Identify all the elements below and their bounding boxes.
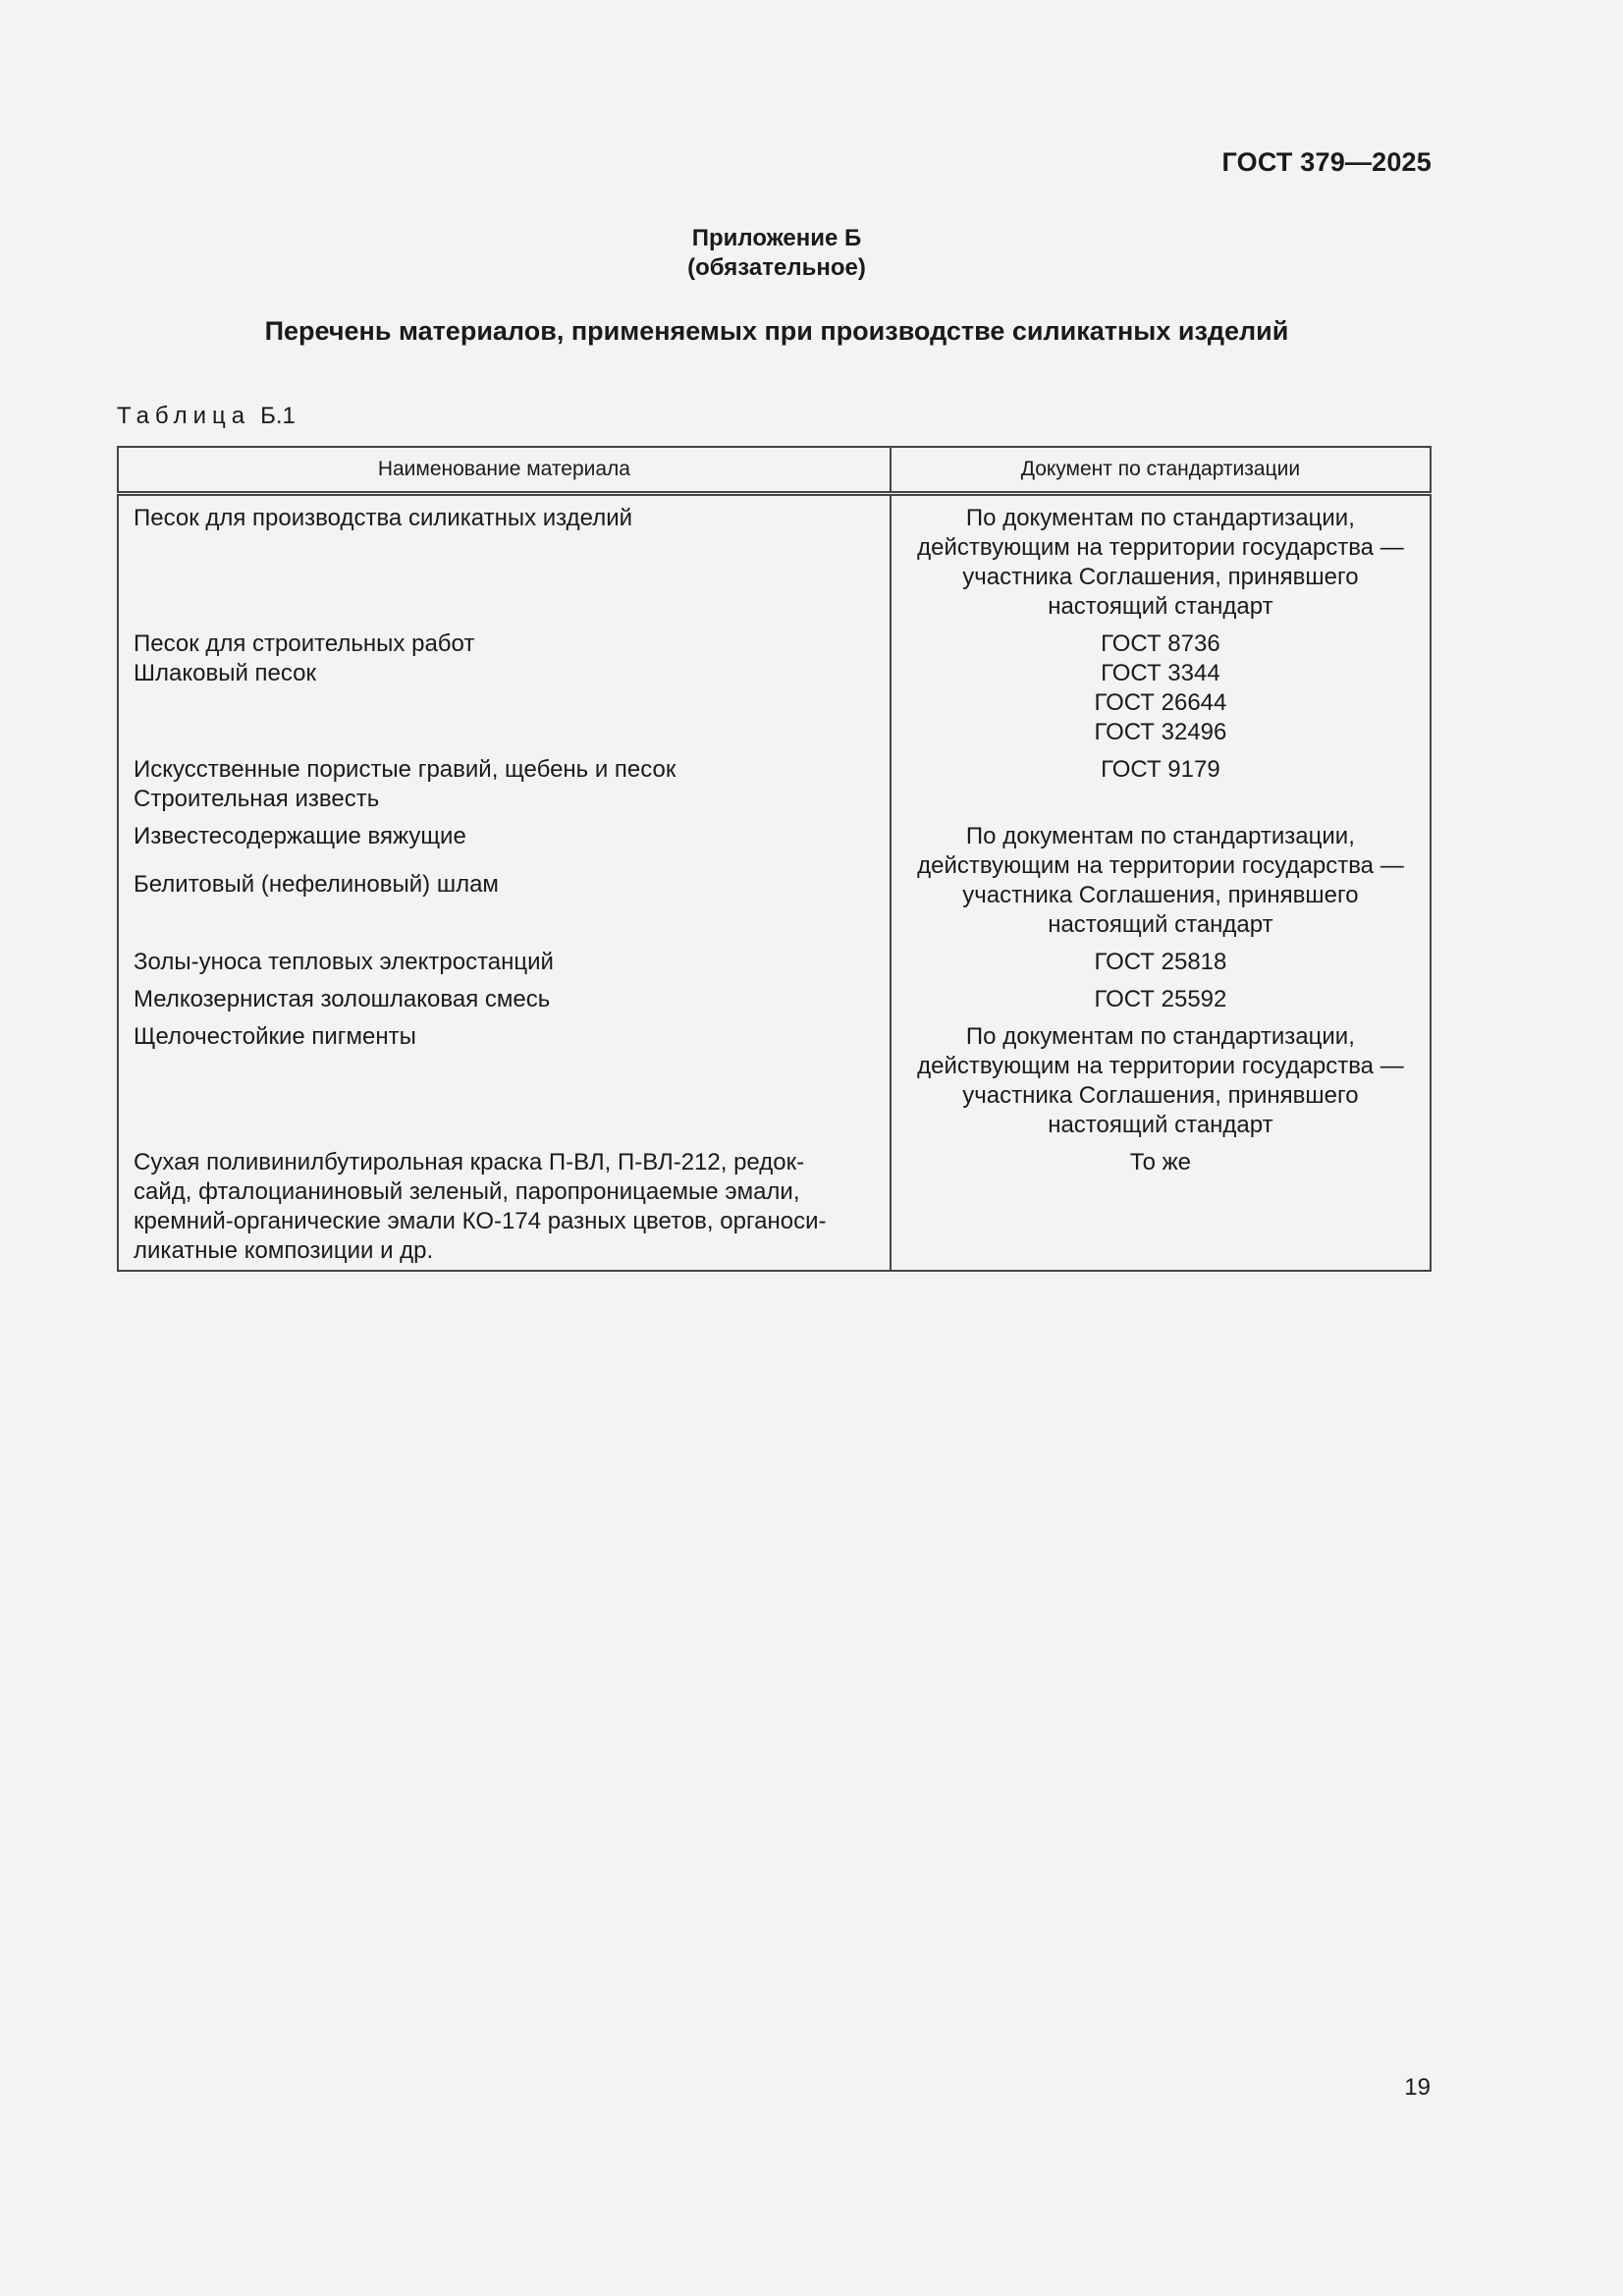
document-cell <box>891 494 1431 623</box>
material-cell <box>118 494 891 623</box>
document-ref: То же <box>1129 1149 1191 1175</box>
material-name: Песок для строительных работ <box>134 630 475 657</box>
document-cell <box>891 747 1431 814</box>
document-ref: По документам по стандартизации, <box>965 1023 1355 1050</box>
material-name: Известесодержащие вяжущие <box>134 823 466 849</box>
material-name: сайд, фталоцианиновый зеленый, паропроницаемые эмали, <box>134 1178 800 1205</box>
material-name: ликатные композиции и др. <box>134 1237 434 1264</box>
document-ref: участника Соглашения, принявшего <box>962 1082 1359 1109</box>
table-row <box>118 622 1431 747</box>
table-row <box>118 1014 1431 1140</box>
material-cell <box>118 940 891 977</box>
appendix-status: (обязательное) <box>687 254 866 281</box>
document-ref: ГОСТ 8736 <box>1101 630 1220 657</box>
table-caption-number: Б.1 <box>260 403 296 429</box>
document-ref: участника Соглашения, принявшего <box>962 882 1359 908</box>
document-ref: ГОСТ 25818 <box>1094 949 1227 975</box>
material-name: Мелкозернистая золошлаковая смесь <box>134 986 551 1012</box>
material-name: Белитовый (нефелиновый) шлам <box>134 871 499 898</box>
material-cell <box>118 747 891 814</box>
document-ref: настоящий стандарт <box>1048 593 1273 620</box>
table-row <box>118 814 1431 940</box>
table-header-row <box>118 447 1431 494</box>
document-ref: ГОСТ 3344 <box>1101 660 1220 686</box>
material-cell <box>118 1014 891 1140</box>
document-ref: действующим на территории государства — <box>917 852 1404 879</box>
appendix-title: Приложение Б <box>691 225 862 251</box>
material-cell <box>118 977 891 1014</box>
document-ref: действующим на территории государства — <box>917 534 1404 561</box>
table-caption <box>117 403 296 430</box>
document-ref: ГОСТ 25592 <box>1094 986 1227 1012</box>
document-ref: участника Соглашения, принявшего <box>962 564 1359 590</box>
document-code: ГОСТ 379—2025 <box>1221 147 1432 177</box>
material-name: Строительная известь <box>134 786 380 812</box>
document-ref: действующим на территории государства — <box>917 1053 1404 1079</box>
materials-table <box>117 446 1432 1272</box>
document-ref: По документам по стандартизации, <box>965 505 1355 531</box>
document-cell <box>891 622 1431 747</box>
document-ref: ГОСТ 32496 <box>1094 719 1227 745</box>
table-row <box>118 940 1431 977</box>
material-name: кремний-органические эмали КО-174 разных цветов, органоси- <box>134 1208 827 1234</box>
material-cell <box>118 814 891 940</box>
material-cell <box>118 622 891 747</box>
table-row <box>118 977 1431 1014</box>
document-ref: настоящий стандарт <box>1048 911 1273 938</box>
document-ref: ГОСТ 26644 <box>1094 689 1227 716</box>
table-row <box>118 494 1431 623</box>
table-row <box>118 747 1431 814</box>
material-name: Золы-уноса тепловых электростанций <box>134 949 554 975</box>
table-caption-word: Таблица <box>117 403 251 429</box>
table-row <box>118 1140 1431 1271</box>
document-cell <box>891 1140 1431 1271</box>
document-ref: настоящий стандарт <box>1048 1112 1273 1138</box>
material-name: Песок для производства силикатных изделий <box>134 505 633 531</box>
document-ref: По документам по стандартизации, <box>965 823 1355 849</box>
material-name: Искусственные пористые гравий, щебень и песок <box>134 756 676 783</box>
material-name: Шлаковый песок <box>134 660 316 686</box>
material-cell <box>118 1140 891 1271</box>
document-cell <box>891 1014 1431 1140</box>
column-header-document: Документ по стандартизации <box>891 447 1431 494</box>
document-cell <box>891 977 1431 1014</box>
appendix-heading <box>0 224 1553 283</box>
page-number: 19 <box>1404 2074 1431 2101</box>
material-name: Щелочестойкие пигменты <box>134 1023 416 1050</box>
column-header-material: Наименование материала <box>118 447 891 494</box>
section-title: Перечень материалов, применяемых при производстве силикатных изделий <box>264 316 1289 346</box>
material-name: Сухая поливинилбутирольная краска П-ВЛ, П-ВЛ-212, редок- <box>134 1149 805 1175</box>
document-ref: ГОСТ 9179 <box>1101 756 1220 783</box>
document-cell <box>891 940 1431 977</box>
document-cell <box>891 814 1431 940</box>
